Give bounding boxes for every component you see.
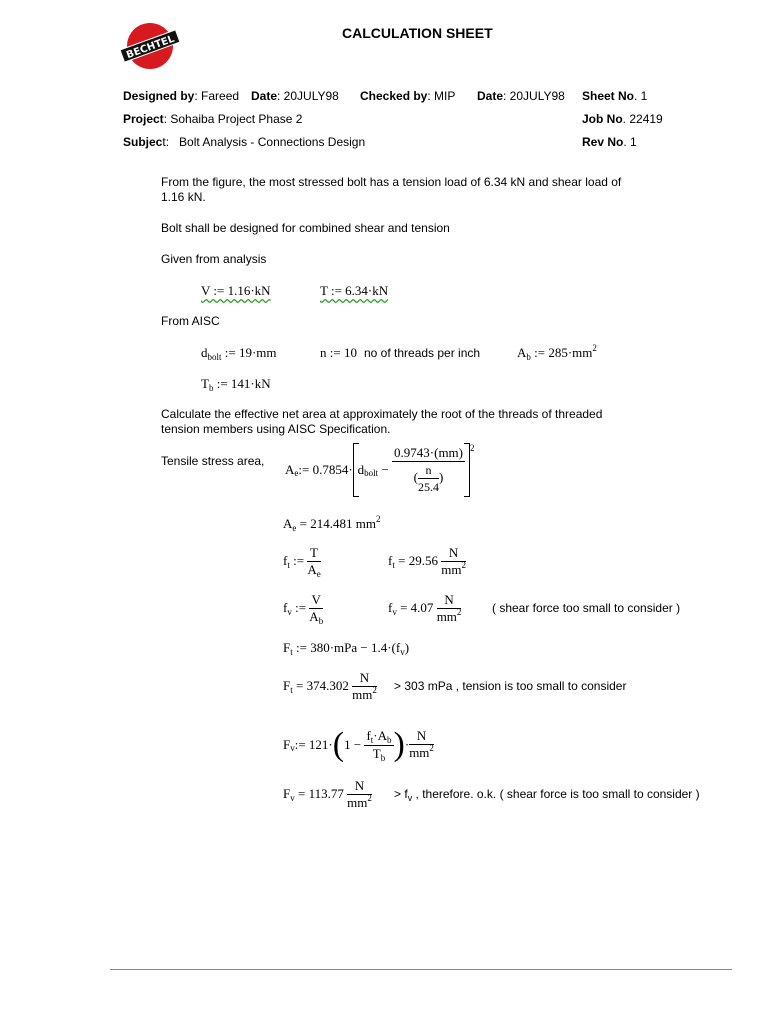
tensile-label: Tensile stress area,: [161, 454, 265, 468]
tension-load-def: T := 6.34·kN: [320, 283, 389, 298]
allowable-tension-def: $F_t$ := $380\cdot mPa - 1.4\cdot(f_v)$: [283, 640, 410, 657]
threads-note: no of threads per inch: [364, 346, 481, 360]
bolt-diameter-def: $d_{bolt}$ := 19·mm: [201, 345, 277, 362]
project: Project: Sohaiba Project Phase 2: [123, 112, 303, 126]
subject: Subject: Bolt Analysis - Connections Design: [123, 135, 366, 149]
tensile-area-result: $A_e = 214.481$ $mm^2$: [283, 514, 381, 533]
job-no: Job No. 22419: [582, 112, 663, 126]
designed-by: Designed by: Fareed: [123, 89, 240, 103]
aisc-heading: From AISC: [161, 314, 220, 328]
date-designed: Date: 20JULY98: [251, 89, 339, 103]
shear-note: > $f_v$ , therefore. o.k. ( shear force is too small to consider ): [394, 787, 700, 803]
date-checked: Date: 20JULY98: [477, 89, 565, 103]
rev-no: Rev No. 1: [582, 135, 637, 149]
allowable-shear-result: $F_v = 113.77$ $\frac{N}{mm^2}$: [283, 778, 372, 810]
svg-text:BECHTEL: BECHTEL: [125, 33, 176, 62]
fv-result: $f_v = 4.07$ $\frac{N}{mm^2}$: [388, 592, 462, 624]
tension-note: > 303 mPa , tension is too small to consider: [394, 679, 627, 693]
checked-by: Checked by: MIP: [360, 89, 456, 103]
bolt-area-def: $A_b$ := $285\cdot mm^2$: [517, 343, 597, 362]
ft-def: $f_t$ := $\frac{T}{A_e}$: [283, 545, 321, 579]
shear-load-def: V := 1.16·kN: [201, 283, 271, 298]
tensile-area-formula: A e := 0.7854· d bolt − 0.9743·(mm) ( $\frac{n}{25.4}$ ) 2: [285, 440, 475, 500]
tb-def: $T_b$ := 141·kN: [201, 376, 271, 393]
net-area-paragraph: Calculate the effective net area at approximately the root of the threads of threaded tension members using AISC Specification.: [161, 407, 603, 436]
footer-rule: [110, 969, 732, 970]
given-heading: Given from analysis: [161, 252, 267, 266]
allowable-shear-def: F v := 121· ( 1 − $\frac{f_t\cdot A_b}{T_b}$ ) · $\frac{N}{mm^2}$: [283, 726, 434, 763]
threads-def: n := 10: [320, 345, 357, 360]
allowable-tension-result: $F_t = 374.302$ $\frac{N}{mm^2}$: [283, 670, 377, 702]
design-statement: Bolt shall be designed for combined shear and tension: [161, 221, 450, 235]
fv-def: $f_v$ := $\frac{V}{A_b}$: [283, 592, 324, 626]
fv-note: ( shear force too small to consider ): [492, 601, 681, 615]
sheet-no: Sheet No. 1: [582, 89, 648, 103]
page-title: CALCULATION SHEET: [342, 25, 493, 41]
ft-result: $f_t = 29.56$ $\frac{N}{mm^2}$: [388, 545, 466, 577]
bechtel-logo: [120, 20, 180, 72]
intro-paragraph: From the figure, the most stressed bolt has a tension load of 6.34 kN and shear load of 1.16 kN.: [161, 175, 622, 204]
